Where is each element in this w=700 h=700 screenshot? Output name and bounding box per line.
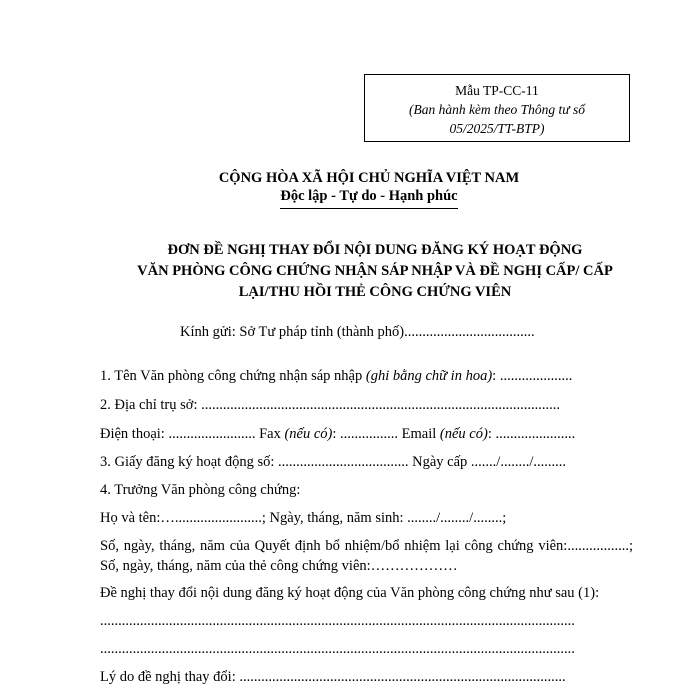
motto: Độc lập - Tự do - Hạnh phúc — [280, 187, 457, 209]
document-title-line1: ĐƠN ĐỀ NGHỊ THAY ĐỔI NỘI DUNG ĐĂNG KÝ HOẠT ĐỘNG — [167, 242, 583, 258]
office-name-label: 1. Tên Văn phòng công chứng nhận sáp nhập — [100, 368, 366, 384]
form-code-box — [364, 74, 630, 142]
issued-note-line2: 05/2025/TT-BTP) — [449, 121, 545, 136]
email-label: : ................ Email — [332, 426, 440, 442]
field-contact — [100, 425, 633, 443]
email-note: (nếu có) — [439, 426, 488, 442]
motto-wrapper — [0, 187, 700, 209]
fax-note: (nếu có) — [284, 426, 333, 442]
office-name-blank: : .................... — [492, 368, 573, 384]
document-title-line3: LẠI/THU HỒI THẺ CÔNG CHỨNG VIÊN — [238, 284, 512, 300]
document-title-line2: VĂN PHÒNG CÔNG CHỨNG NHẬN SÁP NHẬP VÀ ĐỀ NGHỊ CẤP/ CẤP — [137, 263, 613, 279]
field-office-name — [100, 367, 633, 385]
recipient-line: Kính gửi: Sở Tư pháp tỉnh (thành phố).................................... — [180, 324, 535, 340]
phone-fax-label: Điện thoại: ........................ Fax — [100, 426, 285, 442]
field-registration: 3. Giấy đăng ký hoạt động số: .................................... Ngày cấp ......./......../......... — [100, 454, 566, 470]
field-appointment-decision: Số, ngày, tháng, năm của Quyết định bổ nhiệm/bổ nhiệm lại công chứng viên:.................; Số, ngày, tháng, năm của thẻ công chứng viên:……………… — [100, 538, 633, 574]
nation-heading: CỘNG HÒA XÃ HỘI CHỦ NGHĨA VIỆT NAM — [218, 170, 520, 186]
issued-note-line1: (Ban hành kèm theo Thông tư số — [408, 102, 586, 117]
field-change-reason: Lý do đề nghị thay đổi: .......................................................................................... — [100, 669, 566, 685]
field-address: 2. Địa chỉ trụ sở: ................................................................................................... — [100, 397, 560, 413]
form-code: Mẫu TP-CC-11 — [455, 83, 539, 98]
field-change-request: Đề nghị thay đổi nội dung đăng ký hoạt động của Văn phòng công chứng như sau (1): — [100, 585, 600, 601]
blank-line-1: ................................................................................................................................... — [100, 613, 575, 629]
field-head-title: 4. Trưởng Văn phòng công chứng: — [100, 482, 301, 498]
email-blank: : ...................... — [487, 426, 576, 442]
field-head-name: Họ và tên:…........................; Ngày, tháng, năm sinh: ......../......../........; — [100, 510, 507, 526]
office-name-note: (ghi bằng chữ in hoa) — [365, 368, 493, 384]
blank-line-2: ................................................................................................................................... — [100, 641, 575, 657]
